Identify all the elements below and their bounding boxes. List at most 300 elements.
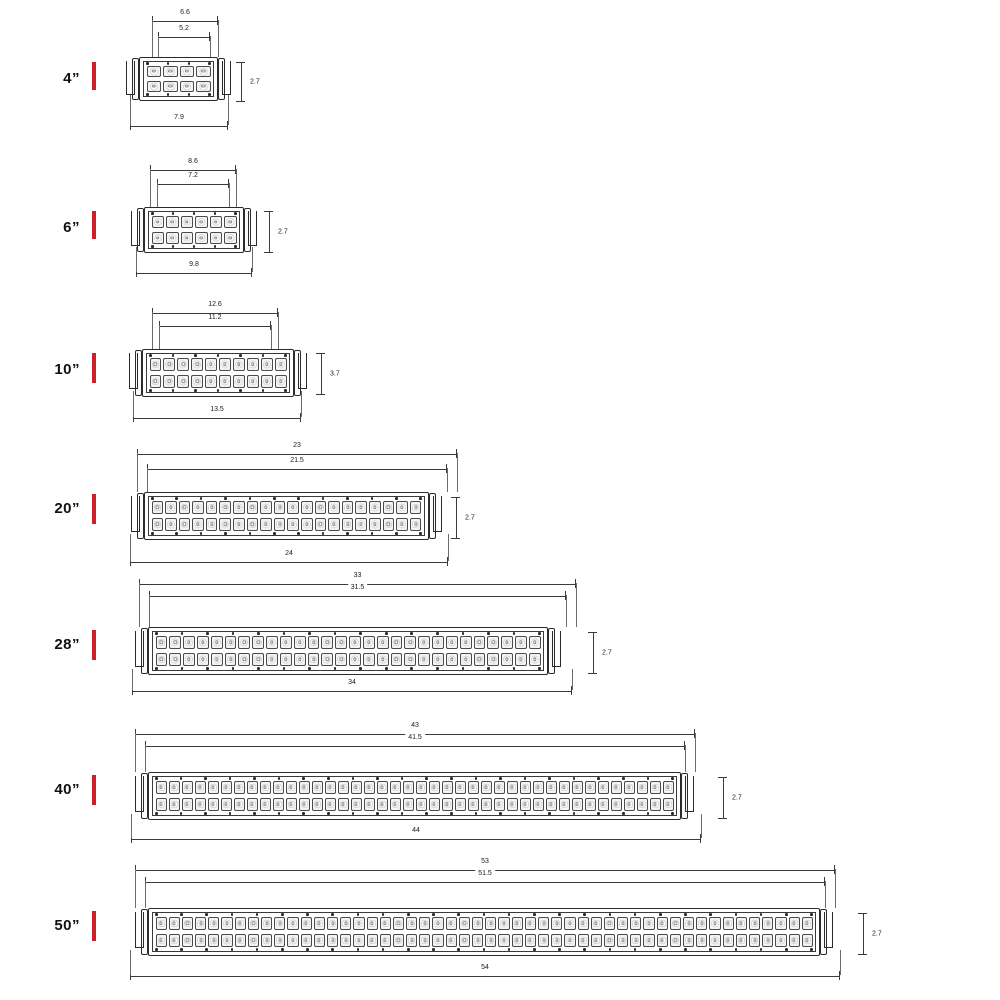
led-module	[197, 636, 209, 648]
mounting-bracket	[135, 912, 144, 948]
led-module	[150, 358, 162, 370]
led-module	[418, 653, 430, 665]
led-module	[169, 917, 180, 929]
led-module	[498, 917, 509, 929]
mounting-bracket	[824, 912, 833, 948]
dimension-line-dim_mid	[147, 457, 447, 469]
size-accent-tick	[92, 775, 96, 805]
height-rule	[241, 62, 242, 102]
led-module	[604, 934, 615, 946]
led-module	[363, 653, 375, 665]
led-module	[529, 636, 541, 648]
dimension-value: 7.9	[171, 114, 187, 121]
extension-line	[447, 468, 448, 492]
height-tick-top	[588, 632, 597, 633]
led-module	[762, 917, 773, 929]
led-module	[252, 636, 264, 648]
led-module	[393, 934, 404, 946]
led-module	[211, 653, 223, 665]
height-tick-bottom	[451, 538, 460, 539]
dimension-value: 12.6	[205, 301, 225, 308]
led-module	[406, 917, 417, 929]
size-label: 10”	[54, 361, 80, 378]
led-module	[260, 798, 271, 810]
size-accent-tick	[92, 62, 96, 90]
mounting-bracket	[552, 631, 561, 667]
led-module	[301, 501, 313, 513]
dimension-rule	[130, 562, 448, 563]
led-module	[533, 781, 544, 793]
led-module	[538, 917, 549, 929]
extension-line	[218, 20, 219, 57]
extension-line	[840, 950, 841, 975]
led-module	[559, 798, 570, 810]
led-module	[442, 781, 453, 793]
height-value: 2.7	[465, 514, 475, 522]
led-module	[404, 636, 416, 648]
led-module	[233, 518, 245, 530]
led-module	[238, 636, 250, 648]
height-tick-bottom	[588, 673, 597, 674]
led-module	[564, 917, 575, 929]
led-module	[520, 798, 531, 810]
led-module	[165, 518, 177, 530]
extension-line	[457, 453, 458, 492]
led-module	[211, 636, 223, 648]
led-module	[195, 934, 206, 946]
led-module	[301, 934, 312, 946]
led-module	[169, 636, 181, 648]
led-module	[446, 636, 458, 648]
led-module	[260, 518, 272, 530]
led-module	[403, 798, 414, 810]
led-module	[191, 375, 203, 387]
led-module	[183, 636, 195, 648]
led-module	[617, 917, 628, 929]
led-module	[775, 934, 786, 946]
led-module	[591, 934, 602, 946]
led-module	[406, 934, 417, 946]
led-module	[391, 636, 403, 648]
dimension-value: 53	[478, 858, 492, 865]
dimension-rule	[150, 170, 236, 171]
led-module	[219, 375, 231, 387]
extension-line	[576, 583, 577, 627]
led-row	[149, 356, 287, 373]
light-bar-housing	[148, 908, 820, 956]
led-module	[498, 934, 509, 946]
led-module	[328, 518, 340, 530]
led-module	[235, 917, 246, 929]
height-tick-top	[451, 497, 460, 498]
led-row	[149, 373, 287, 390]
led-module	[152, 501, 164, 513]
dimension-rule	[147, 469, 447, 470]
led-module	[340, 917, 351, 929]
led-module	[280, 653, 292, 665]
dimension-value: 21.5	[287, 457, 307, 464]
led-module	[604, 917, 615, 929]
dimension-line-dim_bottom	[136, 261, 252, 273]
led-module	[529, 653, 541, 665]
dimension-rule	[133, 418, 301, 419]
led-module	[275, 375, 287, 387]
led-module	[156, 917, 167, 929]
led-module	[191, 358, 203, 370]
dimension-value: 43	[408, 722, 422, 729]
led-module	[287, 934, 298, 946]
dimension-rule	[159, 326, 271, 327]
extension-line	[132, 669, 133, 690]
dimension-line-dim_top	[152, 9, 218, 21]
dimension-value: 6.6	[177, 9, 193, 16]
led-module	[166, 232, 179, 244]
dimension-rule	[145, 882, 825, 883]
led-module	[156, 934, 167, 946]
extension-line	[158, 36, 159, 57]
led-row	[155, 932, 813, 949]
led-module	[723, 934, 734, 946]
extension-line	[135, 869, 136, 908]
led-module	[520, 781, 531, 793]
led-module	[736, 917, 747, 929]
extension-line	[236, 169, 237, 207]
led-module	[472, 934, 483, 946]
led-module	[351, 798, 362, 810]
led-module	[723, 917, 734, 929]
led-module	[525, 934, 536, 946]
led-module	[512, 917, 523, 929]
height-tick-top	[858, 913, 867, 914]
extension-line	[139, 583, 140, 627]
led-module	[315, 518, 327, 530]
led-module	[363, 636, 375, 648]
led-module	[266, 636, 278, 648]
led-module	[369, 501, 381, 513]
led-module	[260, 781, 271, 793]
led-module	[152, 216, 165, 228]
led-module	[538, 934, 549, 946]
mounting-bracket	[685, 776, 694, 812]
led-module	[315, 501, 327, 513]
led-module	[410, 518, 422, 530]
led-module	[404, 653, 416, 665]
led-module	[459, 917, 470, 929]
extension-line	[228, 95, 229, 125]
led-module	[383, 518, 395, 530]
led-module	[261, 358, 273, 370]
led-module	[546, 798, 557, 810]
led-module	[286, 781, 297, 793]
mounting-bracket	[298, 353, 307, 389]
led-module	[455, 798, 466, 810]
extension-line	[301, 391, 302, 417]
dimension-rule	[145, 746, 685, 747]
led-module	[501, 653, 513, 665]
height-value: 2.7	[602, 649, 612, 657]
extension-line	[566, 595, 567, 627]
led-module	[403, 781, 414, 793]
led-module	[294, 653, 306, 665]
led-module	[286, 798, 297, 810]
height-rule	[723, 777, 724, 819]
led-module	[247, 798, 258, 810]
dimension-rule	[131, 839, 701, 840]
led-module	[383, 501, 395, 513]
light-bar-housing	[144, 207, 244, 253]
led-module	[312, 798, 323, 810]
led-module	[432, 636, 444, 648]
light-bar-housing	[142, 349, 294, 397]
light-bar-housing	[144, 492, 429, 540]
size-label: 40”	[54, 781, 80, 798]
dimension-value: 13.5	[207, 406, 227, 413]
led-module	[247, 375, 259, 387]
led-module	[156, 653, 168, 665]
led-module	[578, 934, 589, 946]
led-module	[391, 653, 403, 665]
led-module	[432, 917, 443, 929]
led-module	[624, 798, 635, 810]
led-module	[321, 653, 333, 665]
height-dimension	[268, 211, 288, 253]
led-module	[206, 501, 218, 513]
led-module	[195, 781, 206, 793]
led-module	[762, 934, 773, 946]
height-tick-top	[264, 211, 273, 212]
led-module	[312, 781, 323, 793]
led-module	[287, 501, 299, 513]
led-module	[273, 798, 284, 810]
dimension-value: 23	[290, 442, 304, 449]
dimension-line-dim_mid	[149, 584, 566, 596]
extension-line	[133, 391, 134, 417]
led-module	[349, 653, 361, 665]
led-module	[338, 798, 349, 810]
led-module	[342, 501, 354, 513]
led-module	[390, 781, 401, 793]
mounting-bracket	[131, 496, 140, 532]
dimension-line-dim_top	[150, 158, 236, 170]
led-module	[314, 934, 325, 946]
led-module	[494, 798, 505, 810]
led-module	[195, 232, 208, 244]
led-module	[266, 653, 278, 665]
led-module	[419, 917, 430, 929]
led-module	[611, 798, 622, 810]
led-module	[180, 66, 195, 77]
led-module	[349, 636, 361, 648]
led-module	[709, 934, 720, 946]
led-module	[205, 358, 217, 370]
led-module	[325, 798, 336, 810]
extension-line	[278, 312, 279, 349]
led-module	[353, 917, 364, 929]
led-row	[155, 651, 541, 668]
led-module	[598, 798, 609, 810]
led-module	[150, 375, 162, 387]
led-module	[287, 518, 299, 530]
led-module	[736, 934, 747, 946]
extension-line	[159, 325, 160, 349]
led-module	[789, 934, 800, 946]
led-module	[501, 636, 513, 648]
dimension-value: 24	[282, 550, 296, 557]
size-label: 28”	[54, 636, 80, 653]
led-module	[221, 934, 232, 946]
led-module	[224, 216, 237, 228]
led-module	[224, 232, 237, 244]
led-module	[327, 934, 338, 946]
dimension-value: 44	[409, 827, 423, 834]
led-module	[657, 917, 668, 929]
led-module	[696, 934, 707, 946]
size-label: 6”	[63, 219, 80, 236]
led-array	[148, 496, 425, 536]
led-module	[494, 781, 505, 793]
height-tick-bottom	[858, 954, 867, 955]
height-tick-bottom	[264, 252, 273, 253]
led-module	[234, 798, 245, 810]
led-module	[261, 375, 273, 387]
extension-line	[252, 247, 253, 272]
led-module	[446, 934, 457, 946]
height-tick-top	[718, 777, 727, 778]
light-bar-housing	[148, 627, 548, 675]
led-module	[585, 798, 596, 810]
led-module	[474, 636, 486, 648]
led-module	[611, 781, 622, 793]
dimension-rule	[130, 976, 840, 977]
led-module	[195, 917, 206, 929]
dimension-value: 33	[351, 572, 365, 579]
dimension-value: 41.5	[405, 734, 425, 741]
led-module	[802, 917, 813, 929]
led-module	[210, 232, 223, 244]
height-rule	[456, 497, 457, 539]
extension-line	[145, 881, 146, 908]
led-module	[460, 653, 472, 665]
led-module	[377, 798, 388, 810]
led-module	[507, 798, 518, 810]
led-array	[152, 631, 544, 671]
height-dimension	[320, 353, 340, 395]
led-module	[247, 358, 259, 370]
led-module	[507, 781, 518, 793]
led-module	[196, 81, 211, 92]
height-value: 3.7	[330, 370, 340, 378]
led-row	[146, 79, 211, 94]
size-accent-tick	[92, 211, 96, 239]
extension-line	[271, 325, 272, 349]
led-module	[340, 934, 351, 946]
extension-line	[825, 881, 826, 908]
led-module	[156, 636, 168, 648]
extension-line	[835, 869, 836, 908]
led-module	[182, 934, 193, 946]
led-module	[299, 781, 310, 793]
led-module	[177, 375, 189, 387]
led-module	[335, 653, 347, 665]
height-tick-bottom	[718, 818, 727, 819]
size-accent-tick	[92, 494, 96, 524]
mounting-bracket	[135, 776, 144, 812]
led-module	[670, 917, 681, 929]
led-module	[410, 501, 422, 513]
dimension-line-dim_mid	[157, 172, 229, 184]
dimension-line-dim_bottom	[130, 550, 448, 562]
extension-line	[150, 169, 151, 207]
led-module	[416, 781, 427, 793]
led-module	[485, 934, 496, 946]
led-module	[515, 636, 527, 648]
dimension-value: 8.6	[185, 158, 201, 165]
dimension-rule	[149, 596, 566, 597]
light-bar-housing	[139, 57, 218, 101]
led-module	[205, 375, 217, 387]
led-module	[474, 653, 486, 665]
led-module	[233, 358, 245, 370]
led-module	[233, 375, 245, 387]
led-module	[525, 917, 536, 929]
led-module	[179, 501, 191, 513]
height-tick-top	[316, 353, 325, 354]
led-module	[301, 917, 312, 929]
dimension-line-dim_mid	[145, 734, 685, 746]
led-module	[192, 518, 204, 530]
led-module	[512, 934, 523, 946]
led-module	[416, 798, 427, 810]
dimension-value: 54	[478, 964, 492, 971]
height-dimension	[722, 777, 742, 819]
height-tick-bottom	[316, 394, 325, 395]
led-module	[208, 934, 219, 946]
led-module	[208, 917, 219, 929]
dimension-value: 7.2	[185, 172, 201, 179]
extension-line	[448, 534, 449, 561]
led-module	[280, 636, 292, 648]
led-module	[221, 781, 232, 793]
led-module	[533, 798, 544, 810]
led-row	[146, 64, 211, 79]
dimension-line-dim_mid	[145, 870, 825, 882]
extension-line	[210, 36, 211, 57]
led-module	[559, 781, 570, 793]
led-module	[546, 781, 557, 793]
led-module	[377, 781, 388, 793]
dimension-line-dim_bottom	[133, 406, 301, 418]
dimension-line-dim_mid	[159, 314, 271, 326]
led-array	[152, 912, 816, 952]
led-module	[308, 636, 320, 648]
height-rule	[269, 211, 270, 253]
led-module	[196, 66, 211, 77]
led-module	[301, 518, 313, 530]
extension-line	[152, 20, 153, 57]
led-module	[481, 798, 492, 810]
led-module	[564, 934, 575, 946]
led-module	[429, 798, 440, 810]
led-module	[247, 781, 258, 793]
led-module	[261, 934, 272, 946]
led-module	[169, 653, 181, 665]
led-module	[369, 518, 381, 530]
extension-line	[152, 312, 153, 349]
led-module	[472, 917, 483, 929]
mounting-bracket	[126, 61, 135, 95]
led-module	[195, 798, 206, 810]
size-accent-tick	[92, 353, 96, 383]
